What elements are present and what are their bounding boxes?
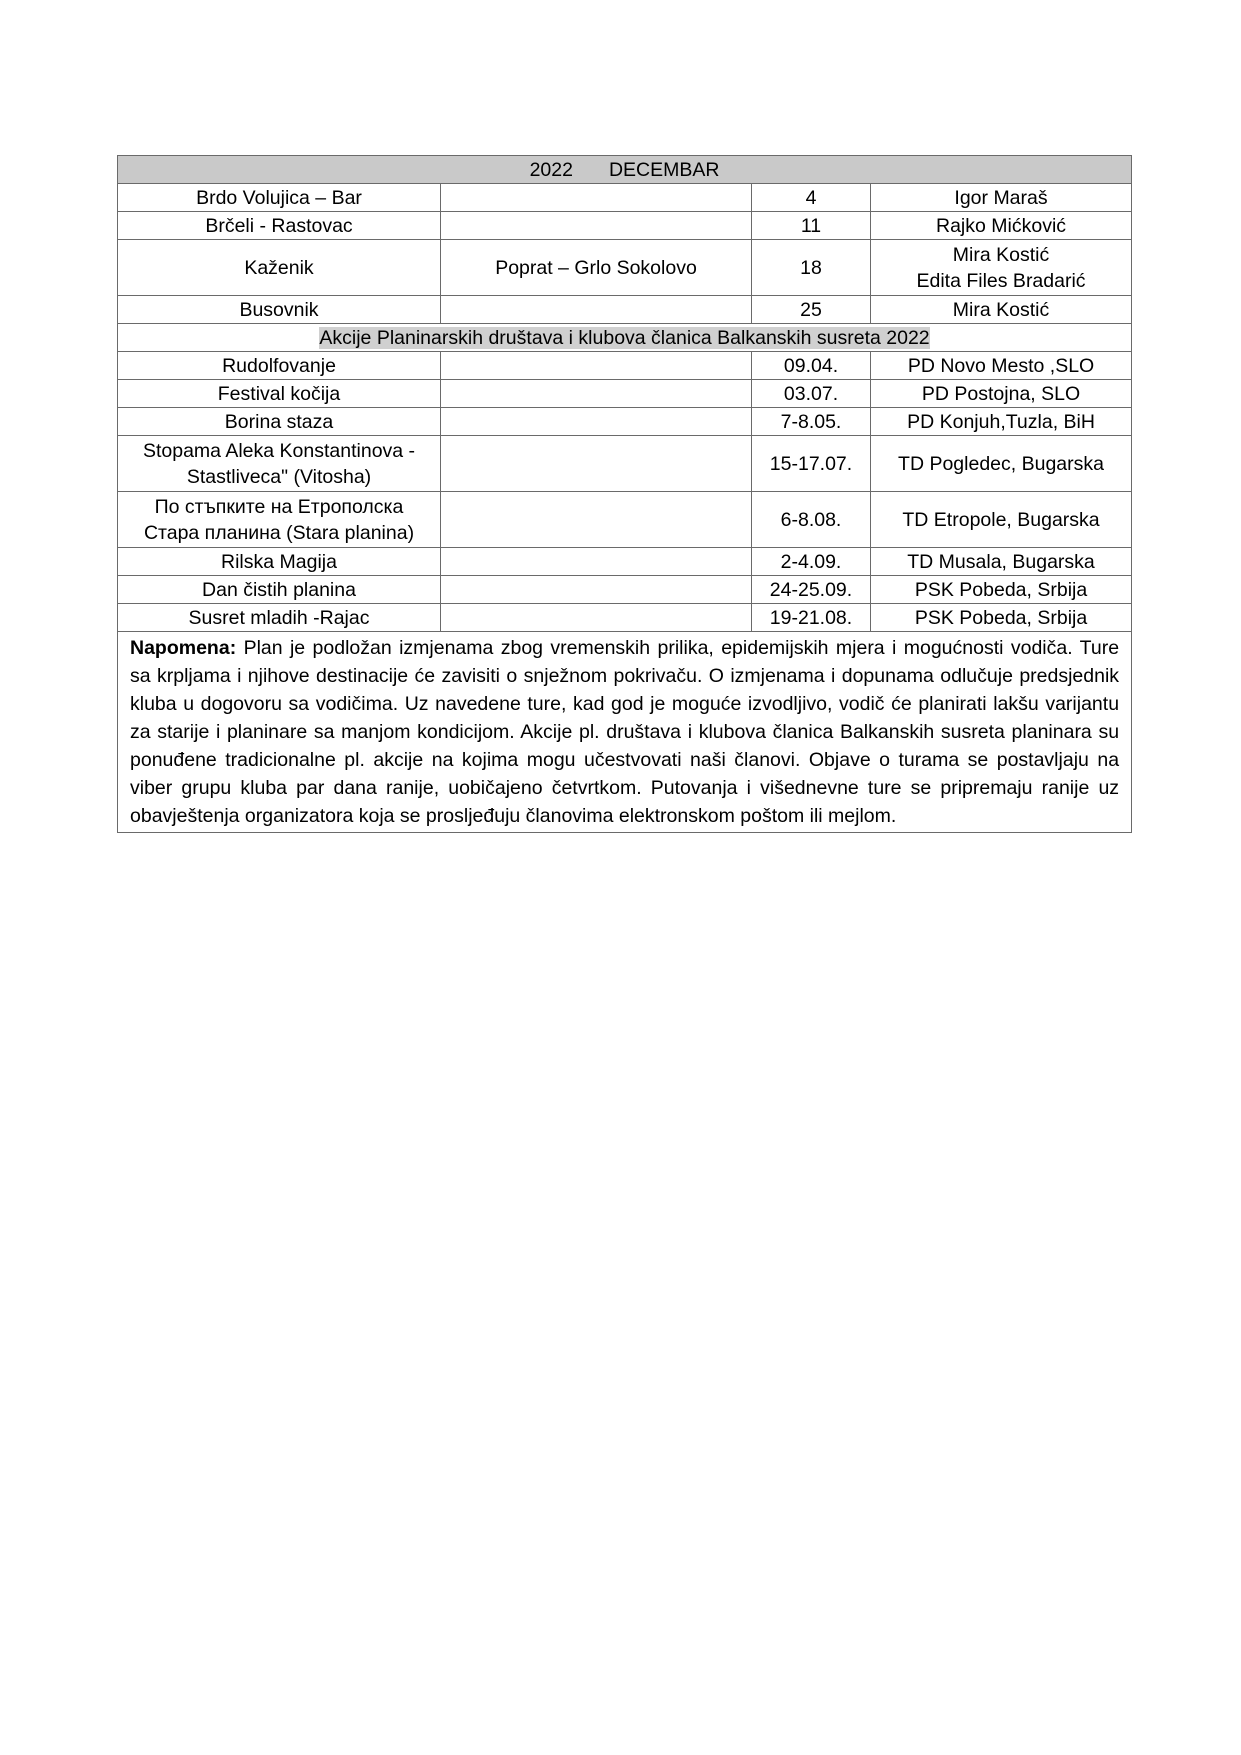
tour-day: 18 [752,240,871,296]
empty-cell [441,548,752,576]
table-row [118,212,1132,240]
action-name [118,492,441,548]
tour-alternative [441,296,752,324]
action-date: 19-21.08. [752,604,871,632]
action-name [118,604,441,632]
action-name [118,548,441,576]
tour-name: Kaženik [118,240,441,296]
tour-day: 25 [752,296,871,324]
tour-plan-table [117,155,1132,833]
action-date: 09.04. [752,352,871,380]
month-header-cell [118,156,1132,184]
tour-alternative [441,212,752,240]
note-label: Napomena: [130,637,237,659]
tour-name: Busovnik [118,296,441,324]
table-row [118,408,1132,436]
guide-name: Rajko Mićković [936,214,1067,237]
table-row [118,380,1132,408]
empty-cell [441,604,752,632]
action-date: 6-8.08. [752,492,871,548]
table-row [118,548,1132,576]
action-name-line: Stastliveca" (Vitosha) [186,465,372,488]
tour-alternative [441,184,752,212]
action-name [118,380,441,408]
empty-cell [441,436,752,492]
table-row [118,436,1132,492]
section-title: Akcije Planinarskih društava i klubova članica Balkanskih susreta 2022 [319,326,930,349]
table-row [118,240,1132,296]
action-organizer: TD Pogledec, Bugarska [871,436,1132,492]
section-title-row [118,324,1132,352]
action-date: 03.07. [752,380,871,408]
action-name-line: Stopama Aleka Konstantinova - [142,439,416,462]
action-name-line: Dan čistih planina [202,578,356,601]
month-header-month: DECEMBAR [608,158,720,181]
action-organizer: PD Konjuh,Tuzla, BiH [871,408,1132,436]
action-name-line: По стъпките на Етрополска [154,495,404,518]
table-row [118,296,1132,324]
action-name [118,576,441,604]
tour-guide [871,240,1132,296]
empty-cell [441,408,752,436]
guide-name: Igor Maraš [954,186,1048,209]
guide-name: Mira Kostić [952,243,1050,266]
action-name-line: Festival kočija [217,382,341,405]
empty-cell [441,352,752,380]
action-date: 2-4.09. [752,548,871,576]
table-row [118,352,1132,380]
table-row [118,604,1132,632]
action-organizer: PD Novo Mesto ,SLO [871,352,1132,380]
guide-name: Edita Files Bradarić [916,269,1086,292]
table-row [118,184,1132,212]
tour-name: Brčeli - Rastovac [118,212,441,240]
table-row [118,576,1132,604]
tour-day: 11 [752,212,871,240]
tour-guide [871,184,1132,212]
action-organizer: PSK Pobeda, Srbija [871,576,1132,604]
action-date: 7-8.05. [752,408,871,436]
action-name [118,436,441,492]
document-page [117,155,1131,833]
action-name-line: Rudolfovanje [222,354,336,377]
action-organizer: PD Postojna, SLO [871,380,1132,408]
empty-cell [441,576,752,604]
empty-cell [441,380,752,408]
note-text: Plan je podložan izmjenama zbog vremenskih prilika, epidemijskih mjera i mogućnosti vodiča. Ture sa krpljama i njihove destinacije će zavisiti o snježnom pokrivaču. O izmjenama i dopunama odlučuje predsjednik kluba u dogovoru sa vodičima. Uz navedene ture, kad god je moguće izvodljivo, vodič će planirati lakšu varijantu za starije i planinare sa manjom kondicijom. Akcije pl. društava i klubova članica Balkanskih susreta planinara su ponuđene tradicionalne pl. akcije na kojima mogu učestvovati naši članovi. Objave o turama se postavljaju na viber grupu kluba par dana ranije, uobičajeno četvrtkom. Putovanja i višednevne ture se pripremaju ranije uz obavještenja organizatora koja se prosljeđuju članovima elektronskom poštom ili mejlom. [130,637,1120,827]
guide-name: Mira Kostić [952,298,1050,321]
note-row [118,632,1132,833]
note-cell [118,632,1132,833]
tour-guide [871,296,1132,324]
action-name-line: Borina staza [224,410,334,433]
month-header-year: 2022 [529,158,573,181]
action-date: 24-25.09. [752,576,871,604]
action-date: 15-17.07. [752,436,871,492]
tour-alternative: Poprat – Grlo Sokolovo [441,240,752,296]
table-row [118,492,1132,548]
month-header-row [118,156,1132,184]
action-name-line: Susret mladih -Rajac [188,606,370,629]
action-name-line: Rilska Magija [221,550,337,573]
action-name [118,408,441,436]
empty-cell [441,492,752,548]
action-name [118,352,441,380]
action-name-line: Стара планина (Stara planina) [143,521,415,544]
tour-guide [871,212,1132,240]
tour-name: Brdo Volujica – Bar [118,184,441,212]
action-organizer: PSK Pobeda, Srbija [871,604,1132,632]
tour-day: 4 [752,184,871,212]
action-organizer: TD Musala, Bugarska [871,548,1132,576]
action-organizer: TD Etropole, Bugarska [871,492,1132,548]
section-title-cell [118,324,1132,352]
